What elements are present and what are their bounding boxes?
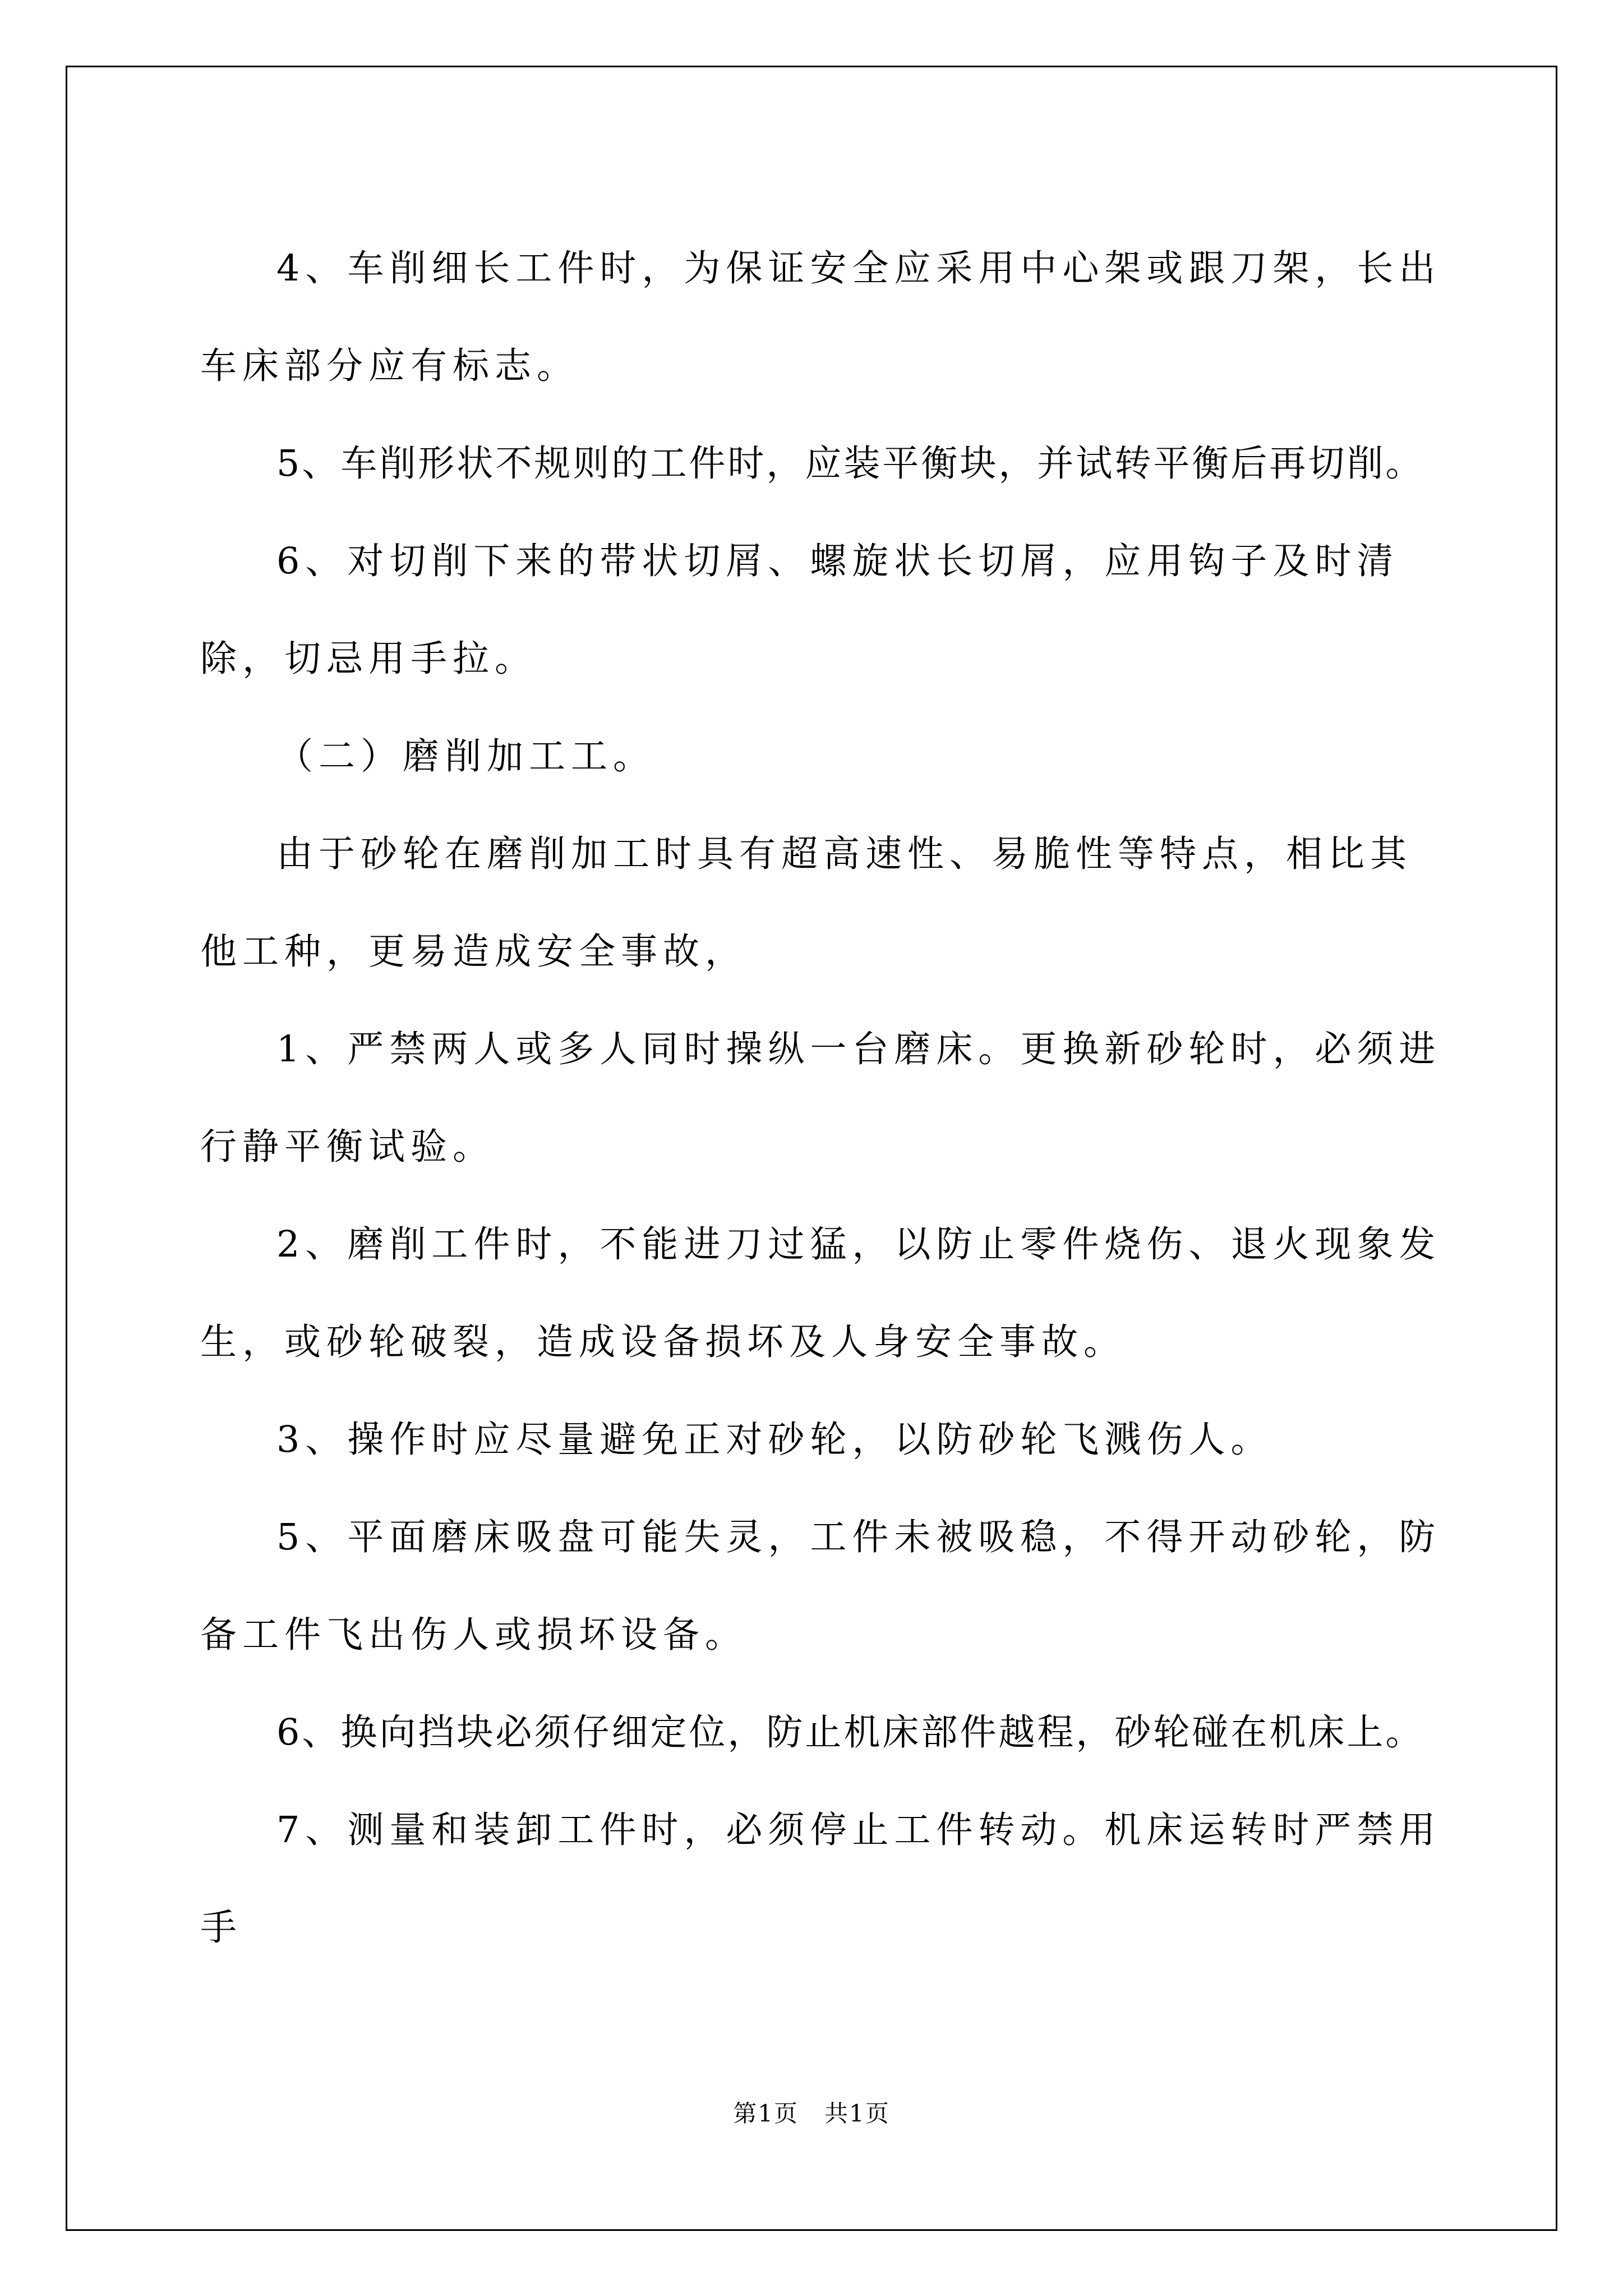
page-number-total: 共1页 bbox=[824, 2100, 890, 2127]
paragraph-5-grinding-chuck: 5、平面磨床吸盘可能失灵，工件未被吸稳，不得开动砂轮，防备工件飞出伤人或损坏设备。 bbox=[200, 1516, 1441, 1656]
paragraph-7-grinding-measure: 7、测量和装卸工件时，必须停止工件转动。机床运转时严禁用手 bbox=[200, 1809, 1441, 1949]
paragraph-5-lathe-irregular: 5、车削形状不规则的工件时，应装平衡块，并试转平衡后再切削。 bbox=[276, 443, 1424, 485]
paragraph-6-lathe-chips: 6、对切削下来的带状切屑、螺旋状长切屑，应用钩子及时清除，切忌用手拉。 bbox=[200, 540, 1399, 680]
paragraph-3-grinding-position: 3、操作时应尽量避免正对砂轮，以防砂轮飞溅伤人。 bbox=[276, 1419, 1273, 1461]
document-body bbox=[200, 220, 1445, 1977]
paragraph-1-grinding-operators: 1、严禁两人或多人同时操纵一台磨床。更换新砂轮时，必须进行静平衡试验。 bbox=[200, 1028, 1441, 1168]
page-number-current: 第1页 bbox=[733, 2100, 799, 2127]
page-footer bbox=[0, 2097, 1623, 2131]
section-heading-grinding: （二）磨削加工工。 bbox=[276, 735, 656, 777]
paragraph-4-lathe-slender: 4、车削细长工件时，为保证安全应采用中心架或跟刀架，长出车床部分应有标志。 bbox=[200, 247, 1441, 387]
paragraph-6-grinding-stop-block: 6、换向挡块必须仔细定位，防止机床部件越程，砂轮碰在机床上。 bbox=[276, 1711, 1424, 1754]
paragraph-grinding-intro: 由于砂轮在磨削加工时具有超高速性、易脆性等特点，相比其他工种，更易造成安全事故， bbox=[200, 833, 1413, 973]
paragraph-2-grinding-feed: 2、磨削工件时，不能进刀过猛，以防止零件烧伤、退火现象发生，或砂轮破裂，造成设备损坏及人身安全事故。 bbox=[200, 1223, 1441, 1363]
